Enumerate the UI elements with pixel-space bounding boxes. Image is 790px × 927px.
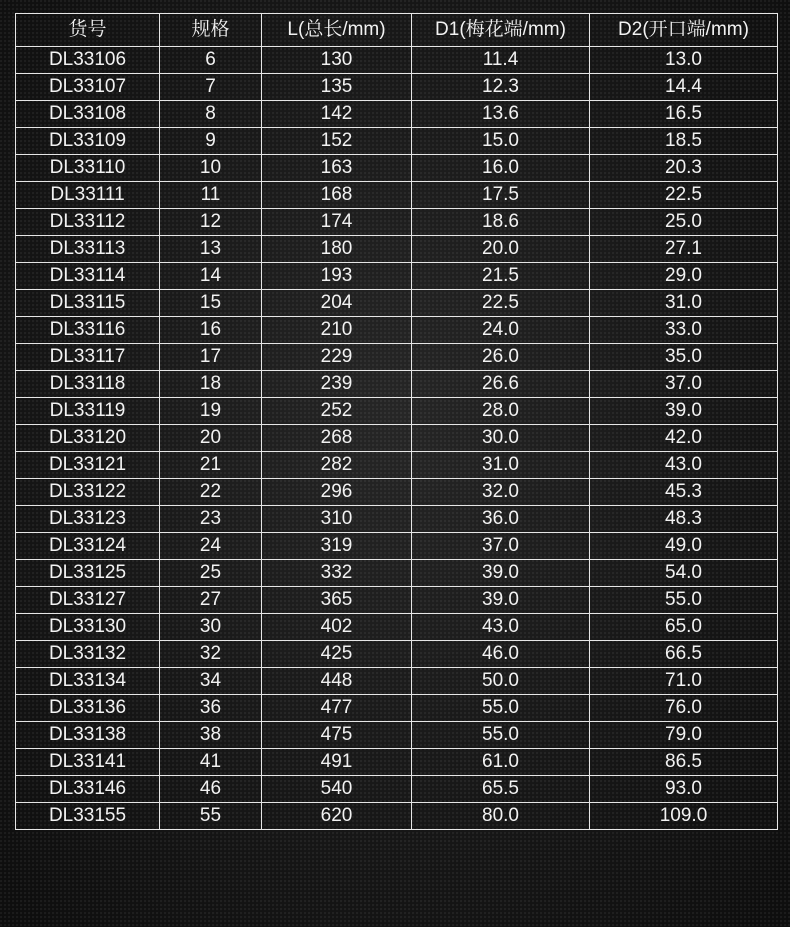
cell-d2: 49.0 [590, 533, 778, 560]
cell-d1: 50.0 [412, 668, 590, 695]
cell-item-number: DL33146 [16, 776, 160, 803]
cell-total-length: 296 [262, 479, 412, 506]
cell-size: 46 [160, 776, 262, 803]
cell-d2: 43.0 [590, 452, 778, 479]
cell-item-number: DL33130 [16, 614, 160, 641]
cell-d1: 37.0 [412, 533, 590, 560]
cell-item-number: DL33119 [16, 398, 160, 425]
cell-size: 18 [160, 371, 262, 398]
cell-d1: 24.0 [412, 317, 590, 344]
table-row [16, 533, 778, 560]
header-d1-box-end: D1(梅花端/mm) [412, 14, 590, 47]
cell-d2: 31.0 [590, 290, 778, 317]
cell-d1: 39.0 [412, 560, 590, 587]
cell-total-length: 332 [262, 560, 412, 587]
cell-d2: 27.1 [590, 236, 778, 263]
cell-item-number: DL33132 [16, 641, 160, 668]
cell-total-length: 180 [262, 236, 412, 263]
cell-item-number: DL33106 [16, 47, 160, 74]
cell-total-length: 477 [262, 695, 412, 722]
cell-d2: 48.3 [590, 506, 778, 533]
cell-total-length: 268 [262, 425, 412, 452]
table-row [16, 371, 778, 398]
cell-d2: 45.3 [590, 479, 778, 506]
cell-size: 14 [160, 263, 262, 290]
cell-size: 21 [160, 452, 262, 479]
cell-d2: 20.3 [590, 155, 778, 182]
cell-d1: 32.0 [412, 479, 590, 506]
cell-item-number: DL33125 [16, 560, 160, 587]
cell-size: 55 [160, 803, 262, 830]
spec-table-container [15, 13, 777, 830]
cell-total-length: 319 [262, 533, 412, 560]
cell-size: 10 [160, 155, 262, 182]
cell-total-length: 135 [262, 74, 412, 101]
cell-size: 41 [160, 749, 262, 776]
table-row [16, 317, 778, 344]
cell-item-number: DL33141 [16, 749, 160, 776]
cell-d2: 14.4 [590, 74, 778, 101]
table-row [16, 344, 778, 371]
cell-d2: 13.0 [590, 47, 778, 74]
spec-table [15, 13, 778, 830]
cell-d2: 79.0 [590, 722, 778, 749]
cell-size: 13 [160, 236, 262, 263]
cell-d2: 25.0 [590, 209, 778, 236]
cell-size: 8 [160, 101, 262, 128]
cell-item-number: DL33124 [16, 533, 160, 560]
cell-size: 7 [160, 74, 262, 101]
cell-total-length: 204 [262, 290, 412, 317]
cell-total-length: 168 [262, 182, 412, 209]
cell-size: 34 [160, 668, 262, 695]
cell-d2: 66.5 [590, 641, 778, 668]
cell-total-length: 282 [262, 452, 412, 479]
table-header [16, 14, 778, 47]
cell-d2: 54.0 [590, 560, 778, 587]
cell-d2: 65.0 [590, 614, 778, 641]
cell-total-length: 620 [262, 803, 412, 830]
cell-total-length: 152 [262, 128, 412, 155]
cell-size: 30 [160, 614, 262, 641]
header-item-number: 货号 [16, 14, 160, 47]
cell-d1: 16.0 [412, 155, 590, 182]
cell-d1: 43.0 [412, 614, 590, 641]
cell-size: 9 [160, 128, 262, 155]
cell-d2: 86.5 [590, 749, 778, 776]
cell-d1: 18.6 [412, 209, 590, 236]
cell-item-number: DL33116 [16, 317, 160, 344]
table-row [16, 47, 778, 74]
cell-size: 15 [160, 290, 262, 317]
cell-d1: 80.0 [412, 803, 590, 830]
header-row [16, 14, 778, 47]
cell-d2: 109.0 [590, 803, 778, 830]
table-row [16, 236, 778, 263]
cell-size: 24 [160, 533, 262, 560]
cell-total-length: 448 [262, 668, 412, 695]
cell-size: 22 [160, 479, 262, 506]
header-size: 规格 [160, 14, 262, 47]
cell-d2: 39.0 [590, 398, 778, 425]
cell-item-number: DL33122 [16, 479, 160, 506]
table-row [16, 155, 778, 182]
cell-size: 19 [160, 398, 262, 425]
cell-d1: 30.0 [412, 425, 590, 452]
cell-total-length: 491 [262, 749, 412, 776]
cell-d2: 29.0 [590, 263, 778, 290]
cell-size: 11 [160, 182, 262, 209]
cell-item-number: DL33107 [16, 74, 160, 101]
cell-size: 17 [160, 344, 262, 371]
table-row [16, 587, 778, 614]
cell-d2: 16.5 [590, 101, 778, 128]
cell-d2: 18.5 [590, 128, 778, 155]
cell-item-number: DL33136 [16, 695, 160, 722]
cell-d1: 39.0 [412, 587, 590, 614]
cell-item-number: DL33110 [16, 155, 160, 182]
table-row [16, 290, 778, 317]
cell-total-length: 310 [262, 506, 412, 533]
cell-total-length: 475 [262, 722, 412, 749]
cell-d1: 21.5 [412, 263, 590, 290]
cell-d2: 93.0 [590, 776, 778, 803]
cell-d1: 36.0 [412, 506, 590, 533]
cell-total-length: 540 [262, 776, 412, 803]
cell-d1: 15.0 [412, 128, 590, 155]
cell-item-number: DL33108 [16, 101, 160, 128]
cell-d1: 26.6 [412, 371, 590, 398]
cell-total-length: 402 [262, 614, 412, 641]
cell-size: 32 [160, 641, 262, 668]
cell-total-length: 365 [262, 587, 412, 614]
cell-item-number: DL33123 [16, 506, 160, 533]
cell-total-length: 252 [262, 398, 412, 425]
cell-total-length: 229 [262, 344, 412, 371]
cell-size: 27 [160, 587, 262, 614]
cell-item-number: DL33121 [16, 452, 160, 479]
cell-d2: 22.5 [590, 182, 778, 209]
cell-total-length: 210 [262, 317, 412, 344]
cell-item-number: DL33113 [16, 236, 160, 263]
table-row [16, 722, 778, 749]
cell-item-number: DL33134 [16, 668, 160, 695]
cell-d1: 46.0 [412, 641, 590, 668]
table-row [16, 776, 778, 803]
table-row [16, 695, 778, 722]
cell-total-length: 425 [262, 641, 412, 668]
cell-d2: 42.0 [590, 425, 778, 452]
cell-total-length: 130 [262, 47, 412, 74]
cell-d2: 37.0 [590, 371, 778, 398]
cell-d2: 55.0 [590, 587, 778, 614]
cell-item-number: DL33111 [16, 182, 160, 209]
cell-d1: 17.5 [412, 182, 590, 209]
cell-item-number: DL33117 [16, 344, 160, 371]
cell-d1: 11.4 [412, 47, 590, 74]
table-row [16, 74, 778, 101]
cell-item-number: DL33112 [16, 209, 160, 236]
table-row [16, 614, 778, 641]
table-row [16, 128, 778, 155]
table-row [16, 560, 778, 587]
cell-total-length: 239 [262, 371, 412, 398]
cell-size: 20 [160, 425, 262, 452]
header-total-length: L(总长/mm) [262, 14, 412, 47]
table-row [16, 425, 778, 452]
table-row [16, 398, 778, 425]
table-row [16, 209, 778, 236]
cell-d1: 20.0 [412, 236, 590, 263]
table-row [16, 101, 778, 128]
cell-total-length: 163 [262, 155, 412, 182]
table-row [16, 452, 778, 479]
cell-d1: 13.6 [412, 101, 590, 128]
cell-d2: 71.0 [590, 668, 778, 695]
header-d2-open-end: D2(开口端/mm) [590, 14, 778, 47]
cell-d1: 55.0 [412, 722, 590, 749]
cell-size: 16 [160, 317, 262, 344]
table-row [16, 641, 778, 668]
cell-size: 23 [160, 506, 262, 533]
cell-d1: 31.0 [412, 452, 590, 479]
table-row [16, 479, 778, 506]
cell-item-number: DL33118 [16, 371, 160, 398]
cell-item-number: DL33138 [16, 722, 160, 749]
cell-d1: 12.3 [412, 74, 590, 101]
table-row [16, 749, 778, 776]
cell-item-number: DL33109 [16, 128, 160, 155]
cell-item-number: DL33155 [16, 803, 160, 830]
cell-item-number: DL33127 [16, 587, 160, 614]
table-row [16, 803, 778, 830]
cell-d1: 26.0 [412, 344, 590, 371]
cell-size: 6 [160, 47, 262, 74]
table-row [16, 506, 778, 533]
cell-total-length: 193 [262, 263, 412, 290]
table-row [16, 263, 778, 290]
cell-d1: 55.0 [412, 695, 590, 722]
cell-d1: 28.0 [412, 398, 590, 425]
cell-size: 36 [160, 695, 262, 722]
table-row [16, 668, 778, 695]
cell-d2: 76.0 [590, 695, 778, 722]
cell-total-length: 142 [262, 101, 412, 128]
cell-d1: 61.0 [412, 749, 590, 776]
cell-item-number: DL33115 [16, 290, 160, 317]
cell-size: 12 [160, 209, 262, 236]
cell-d2: 35.0 [590, 344, 778, 371]
cell-item-number: DL33114 [16, 263, 160, 290]
cell-d2: 33.0 [590, 317, 778, 344]
cell-d1: 22.5 [412, 290, 590, 317]
table-row [16, 182, 778, 209]
cell-size: 38 [160, 722, 262, 749]
cell-item-number: DL33120 [16, 425, 160, 452]
cell-total-length: 174 [262, 209, 412, 236]
table-body [16, 47, 778, 830]
cell-size: 25 [160, 560, 262, 587]
cell-d1: 65.5 [412, 776, 590, 803]
